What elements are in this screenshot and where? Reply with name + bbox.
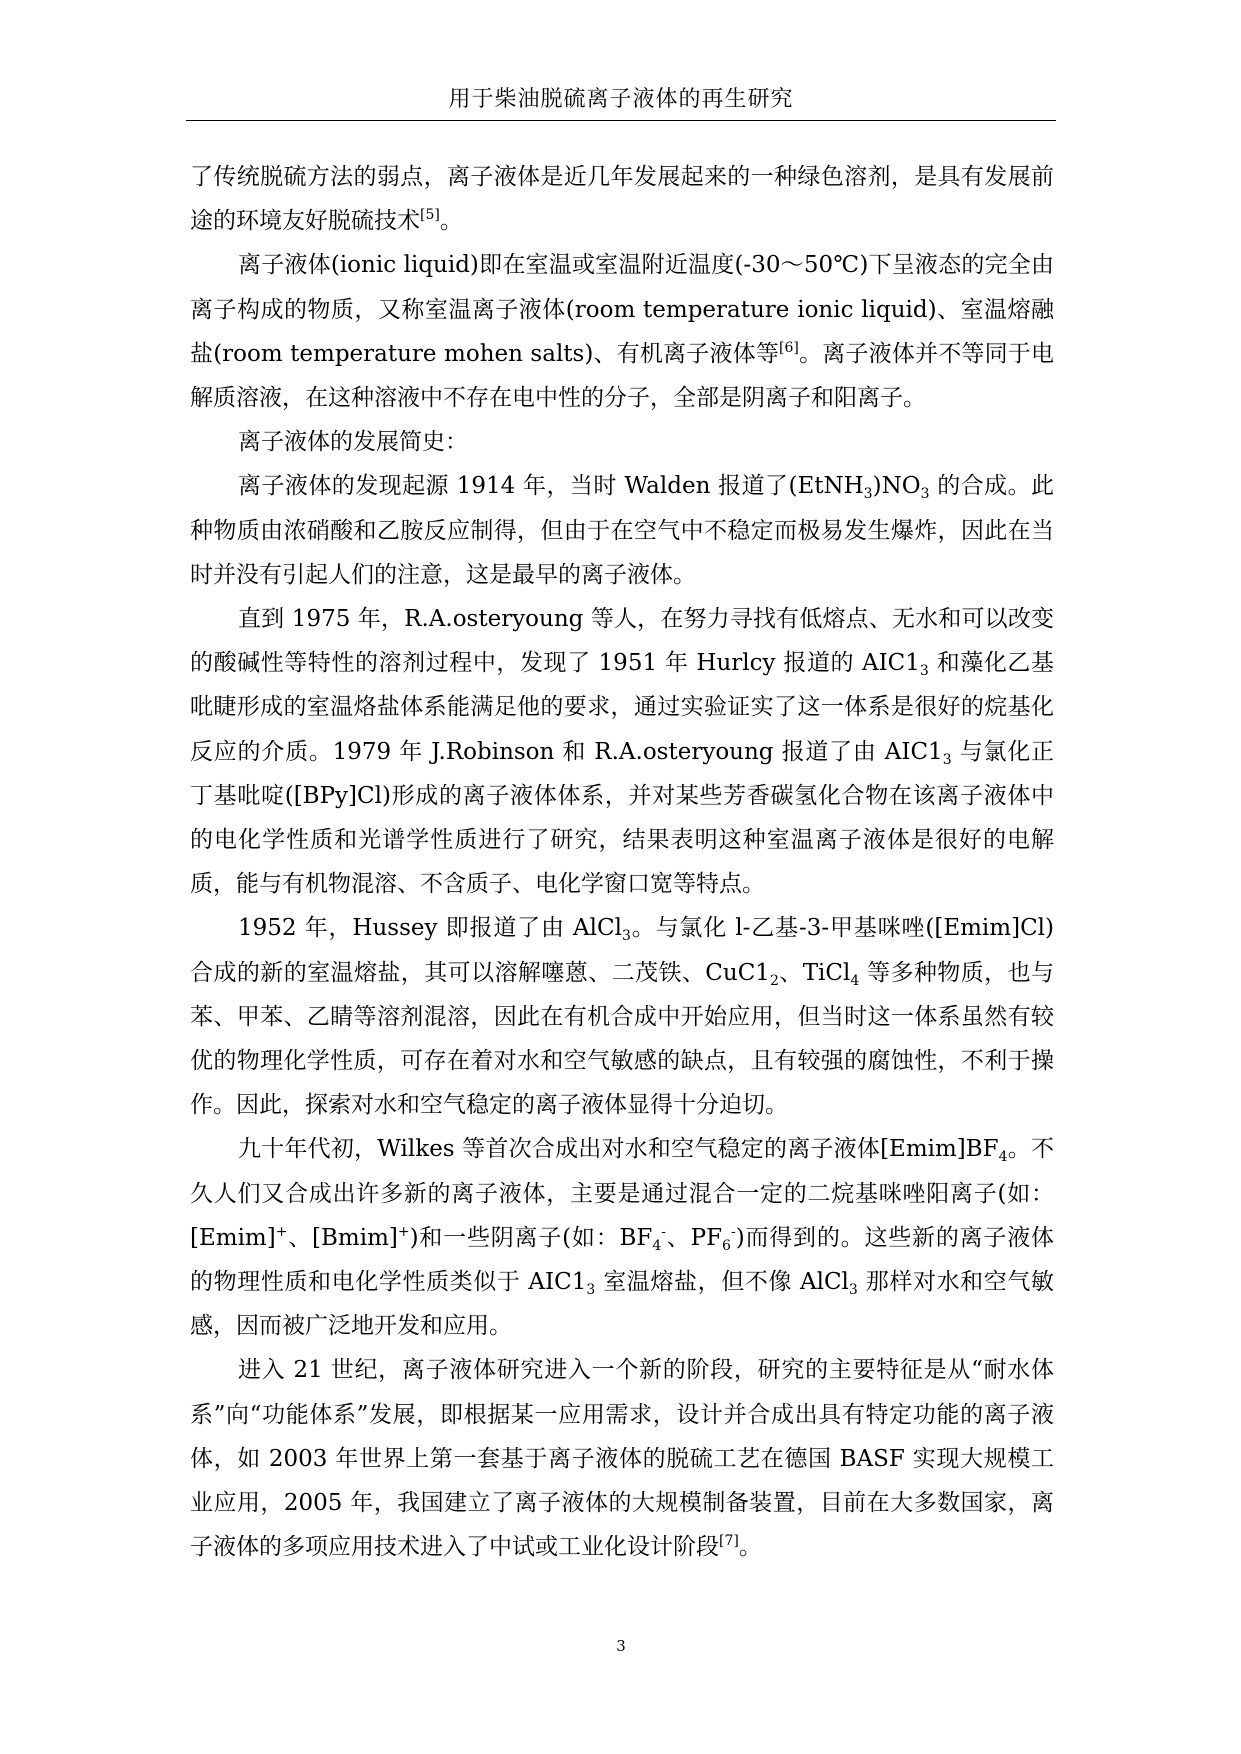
paragraph [190,906,1054,1127]
superscript: [5] [420,207,440,224]
running-header: 用于柴油脱硫离子液体的再生研究 [448,87,794,112]
paragraph [190,597,1054,906]
subscript: 2 [769,972,779,989]
paragraph [190,155,1054,243]
text-run: 离子液体的发现起源 1914 年，当时 Walden 报道了(EtNH [238,473,864,500]
text-run: 进入 21 世纪，离子液体研究进入一个新的阶段，研究的主要特征是从“耐水体系”向“功能体系”发展，即根据某一应用需求，设计并合成出具有特定功能的离子液体，如 2003 年世界上第一套基于离子液体的脱硫工艺在德国 BASF 实现大规模工业应用，2005 年，我国建立了离子液体的大规模制备装置，目前在大多数国家，离子液体的多项应用技术进入了中试或工业化设计阶段 [190,1357,1054,1561]
text-run: 室温熔盐，但不像 AlCl [595,1269,849,1296]
subscript: 3 [621,928,631,945]
subscript: 4 [850,972,860,989]
text-run: )NO [872,473,921,500]
superscript: + [275,1223,288,1240]
text-run: 等多种物质，也与苯、甲苯、乙睛等溶剂混溶，因此在有机合成中开始应用，但当时这一体系虽然有较优的物理化学性质，可存在着对水和空气敏感的缺点，且有较强的腐蚀性，不利于操作。因此，探索对水和空气稳定的离子液体显得十分迫切。 [190,959,1054,1119]
text-run: 离子液体(ionic liquid)即在室温或室温附近温度(-30～50℃)下呈液态的完全由离子构成的物质，又称室温离子液体(room temperature ionic liquid)、室温熔融盐(room temperature mohen salts)、有机离子液体等 [190,252,1054,367]
superscript: - [661,1223,667,1240]
subscript: 3 [848,1282,858,1299]
text-run: 九十年代初，Wilkes 等首次合成出对水和空气稳定的离子液体[Emim]BF [238,1136,999,1163]
text-run: 与氯化正丁基吡啶([BPy]Cl)形成的离子液体体系，并对某些芳香碳氢化合物在该离子液体中的电化学性质和光谱学性质进行了研究，结果表明这种室温离子液体是很好的电解质，能与有机物混溶、不含质子、电化学窗口宽等特点。 [190,738,1054,898]
text-run: 直到 1975 年，R.A.osteryoung 等人，在努力寻找有低熔点、无水和可以改变的酸碱性等特性的溶剂过程中，发现了 1951 年 Hurlcy 报道的 AIC1 [190,606,1054,677]
text-run: 和藻化乙基吡睫形成的室温烙盐体系能满足他的要求，通过实验证实了这一体系是很好的烷基化反应的介质。1979 年 J.Robinson 和 R.A.osteryoung 报道了由 AIC1 [190,650,1055,765]
page-number: 3 [616,1637,626,1655]
text-run: )而得到的。这些新的离子液体的物理性质和电化学性质类似于 AIC1 [190,1224,1054,1296]
paragraph [190,420,1054,464]
subscript: 3 [920,486,930,503]
text-run: )和一些阴离子(如：BF [409,1224,653,1251]
paragraph [190,464,1054,597]
text-run: 。 [439,208,463,235]
text-run: 、PF [666,1224,723,1251]
text-run: 了传统脱硫方法的弱点，离子液体是近几年发展起来的一种绿色溶剂，是具有发展前途的环境友好脱硫技术 [190,164,1054,235]
subscript: 3 [919,663,929,680]
paragraph [190,1348,1054,1569]
text-run: 。与氯化 l-乙基-3-甲基咪唑([Emim]Cl)合成的新的室温熔盐，其可以溶解噻蒽、二茂铁、CuC1 [190,915,1055,986]
paragraph [190,1127,1054,1348]
paragraph [190,243,1054,420]
text-run: 那样对水和空气敏感，因而被广泛地开发和应用。 [190,1269,1054,1340]
subscript: 6 [722,1237,731,1254]
text-run: 的合成。此种物质由浓硝酸和乙胺反应制得，但由于在空气中不稳定而极易发生爆炸，因此在当时并没有引起人们的注意，这是最早的离子液体。 [190,473,1055,588]
subscript: 4 [652,1237,662,1254]
text-run: 离子液体的发展简史： [238,429,468,456]
superscript: + [397,1223,410,1240]
subscript: 3 [942,751,952,768]
header-rule [186,120,1056,121]
text-run: 1952 年，Hussey 即报道了由 AlCl [238,915,622,942]
subscript: 3 [863,486,873,503]
text-run: 。离子液体并不等同于电解质溶液，在这种溶液中不存在电中性的分子，全部是阴离子和阳离子。 [190,340,1054,412]
superscript: [7] [719,1533,739,1550]
text-run: 、TiCl [778,959,851,986]
text-run: 。不久人们又合成出许多新的离子液体，主要是通过混合一定的二烷基咪唑阳离子(如：[Emim] [190,1136,1054,1251]
text-run: 、[Bmim] [287,1224,398,1251]
subscript: 4 [998,1149,1008,1166]
text-run: 。 [738,1534,762,1561]
superscript: - [730,1223,736,1240]
superscript: [6] [779,339,799,356]
subscript: 3 [586,1282,596,1299]
body-text [190,155,1054,1570]
